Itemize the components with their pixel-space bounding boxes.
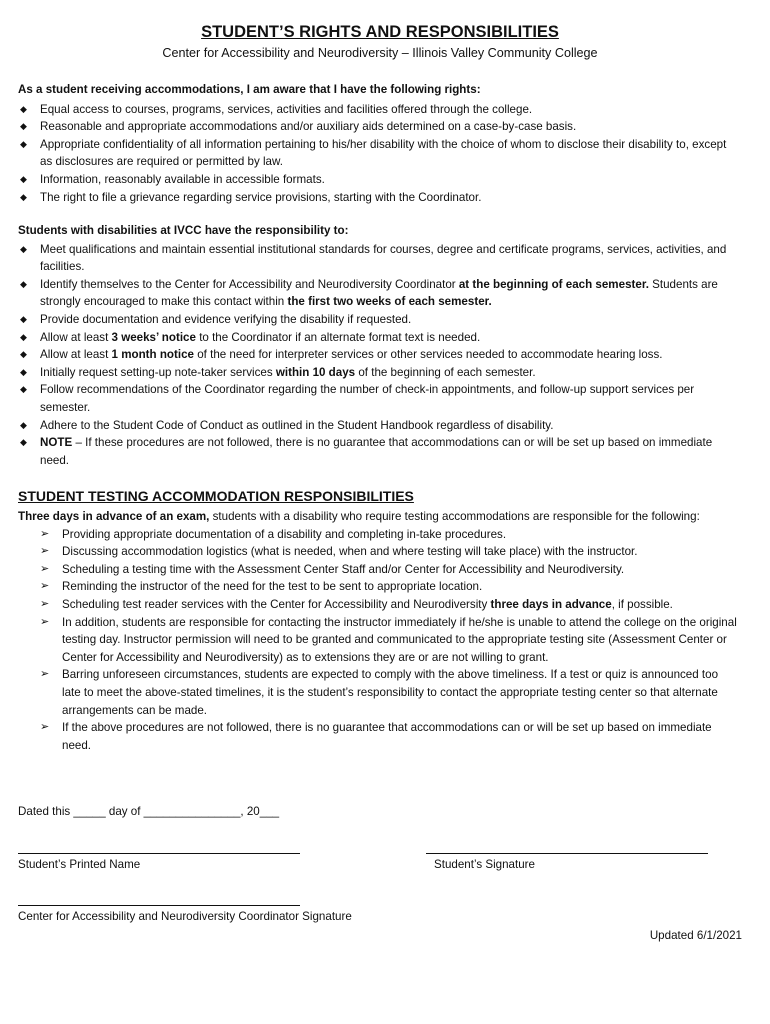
text-run: Barring unforeseen circumstances, students are expected to comply with the above timeliness. If a test or quiz is announced too late to meet the above-stated timelines, it is the student’s responsibility to contact the appropriate testing center so that alternate arrangements can be made. <box>62 668 719 717</box>
emphasis-text: 1 month notice <box>111 348 194 362</box>
emphasis-text: three days in advance <box>490 597 612 611</box>
testing-item <box>18 719 738 754</box>
responsibility-item: ◆ Follow recommendations of the Coordinator regarding the number of check-in appointments, and follow-up support services per semester. <box>18 381 738 416</box>
text-run: , if possible. <box>611 597 673 611</box>
rights-section <box>18 81 738 206</box>
testing-item <box>18 561 738 579</box>
arrow-bullet-icon: ➢ <box>40 668 50 681</box>
arrow-bullet-icon: ➢ <box>40 545 50 558</box>
responsibility-item <box>18 364 738 382</box>
emphasis-text: within 10 days <box>275 365 356 379</box>
text-run: of the need for interpreter services or other services needed to accommodate hearing loss. <box>193 348 663 362</box>
text-run: Discussing accommodation logistics (what is needed, when and where testing will take place) with the instructor. <box>62 545 638 559</box>
testing-item <box>18 596 738 614</box>
text-run: If the above procedures are not followed, there is no guarantee that accommodations can or will be set up based on immediate need. <box>62 721 712 752</box>
responsibility-item <box>18 329 738 347</box>
document-subtitle: Center for Accessibility and Neurodiversity – Illinois Valley Community College <box>162 46 598 60</box>
arrow-bullet-icon: ➢ <box>40 721 50 734</box>
responsibility-item: ◆ Provide documentation and evidence verifying the disability if requested. <box>18 311 738 329</box>
responsibility-item <box>18 434 738 469</box>
printed-name-line <box>18 853 300 854</box>
text-run: to the Coordinator if an alternate format text is needed. <box>195 330 481 344</box>
testing-intro <box>18 508 738 526</box>
text-run: Scheduling test reader services with the Center for Accessibility and Neurodiversity <box>62 597 491 611</box>
testing-item <box>18 614 738 667</box>
text-run: Providing appropriate documentation of a disability and completing in-take procedures. <box>62 527 507 541</box>
text-run: Students are strongly encouraged to make this contact within <box>40 277 718 309</box>
rights-heading: As a student receiving accommodations, I am aware that I have the following rights: <box>18 83 481 96</box>
arrow-bullet-icon: ➢ <box>40 597 50 610</box>
testing-section <box>18 487 738 754</box>
coordinator-signature-label: Center for Accessibility and Neurodiversity Coordinator Signature <box>18 910 352 923</box>
responsibilities-section <box>18 222 738 469</box>
emphasis-text: Three days in advance of an exam, <box>18 510 210 523</box>
text-run: Allow at least <box>40 348 112 362</box>
text-run: Reminding the instructor of the need for the test to be sent to appropriate location. <box>62 580 483 594</box>
text-run: Initially request setting-up note-taker services <box>40 365 276 379</box>
text-run: students with a disability who require testing accommodations are responsible for the following: <box>209 510 700 523</box>
note-label: NOTE <box>40 436 73 450</box>
arrow-bullet-icon: ➢ <box>40 615 50 628</box>
responsibilities-heading: Students with disabilities at IVCC have the responsibility to: <box>18 224 349 237</box>
rights-item: ◆ Information, reasonably available in accessible formats. <box>18 171 738 189</box>
testing-item <box>18 526 738 544</box>
rights-item: ◆ Reasonable and appropriate accommodations and/or auxiliary aids determined on a case-by-case basis. <box>18 118 738 136</box>
dated-line: Dated this _____ day of _______________, 20___ <box>18 805 280 818</box>
rights-item: ◆ Appropriate confidentiality of all information pertaining to his/her disability with the choice of whom to disclose their disability to, except as disclosures are required or permitted by law. <box>18 136 738 171</box>
responsibility-item <box>18 276 738 311</box>
responsibility-item: ◆ Adhere to the Student Code of Conduct as outlined in the Student Handbook regardless of disability. <box>18 417 738 435</box>
responsibilities-list <box>18 241 738 470</box>
text-run: In addition, students are responsible for contacting the instructor immediately if he/she is unable to attend the college on the original testing day. Instructor permission will need to be granted and communicated to the appropriate testing site (Assessment Center or Center for Accessibility and Neurodiversity) as to extensions they are or are not willing to grant. <box>62 615 737 664</box>
student-signature-line <box>426 853 708 854</box>
rights-item: ◆ Equal access to courses, programs, services, activities and facilities offered through the college. <box>18 101 738 119</box>
text-run: of the beginning of each semester. <box>355 365 536 379</box>
emphasis-text: 3 weeks’ notice <box>111 330 196 344</box>
testing-item <box>18 578 738 596</box>
text-run: Scheduling a testing time with the Assessment Center Staff and/or Center for Accessibility and Neurodiversity. <box>62 562 625 576</box>
document-title: STUDENT’S RIGHTS AND RESPONSIBILITIES <box>201 23 559 41</box>
updated-date: Updated 6/1/2021 <box>649 929 742 942</box>
text-run: – If these procedures are not followed, there is no guarantee that accommodations can or will be set up based on immediate need. <box>40 436 713 467</box>
responsibility-item <box>18 346 738 364</box>
testing-item <box>18 543 738 561</box>
arrow-bullet-icon: ➢ <box>40 580 50 593</box>
coordinator-signature-line <box>18 905 300 906</box>
rights-item: ◆ The right to file a grievance regarding service provisions, starting with the Coordinator. <box>18 189 738 207</box>
rights-list <box>18 101 738 207</box>
student-signature-label: Student’s Signature <box>434 858 535 871</box>
text-run: Identify themselves to the Center for Accessibility and Neurodiversity Coordinator <box>40 277 459 291</box>
printed-name-label: Student’s Printed Name <box>18 858 141 871</box>
testing-item <box>18 666 738 719</box>
testing-heading: STUDENT TESTING ACCOMMODATION RESPONSIBILITIES <box>18 488 414 504</box>
text-run: Allow at least <box>40 330 112 344</box>
emphasis-text: at the beginning of each semester. <box>458 277 649 291</box>
testing-list <box>18 526 738 755</box>
responsibility-item: ◆ Meet qualifications and maintain essential institutional standards for courses, degree and certificate programs, services, activities, and facilities. <box>18 241 738 276</box>
arrow-bullet-icon: ➢ <box>40 562 50 575</box>
arrow-bullet-icon: ➢ <box>40 527 50 540</box>
emphasis-text: the first two weeks of each semester. <box>287 295 492 309</box>
